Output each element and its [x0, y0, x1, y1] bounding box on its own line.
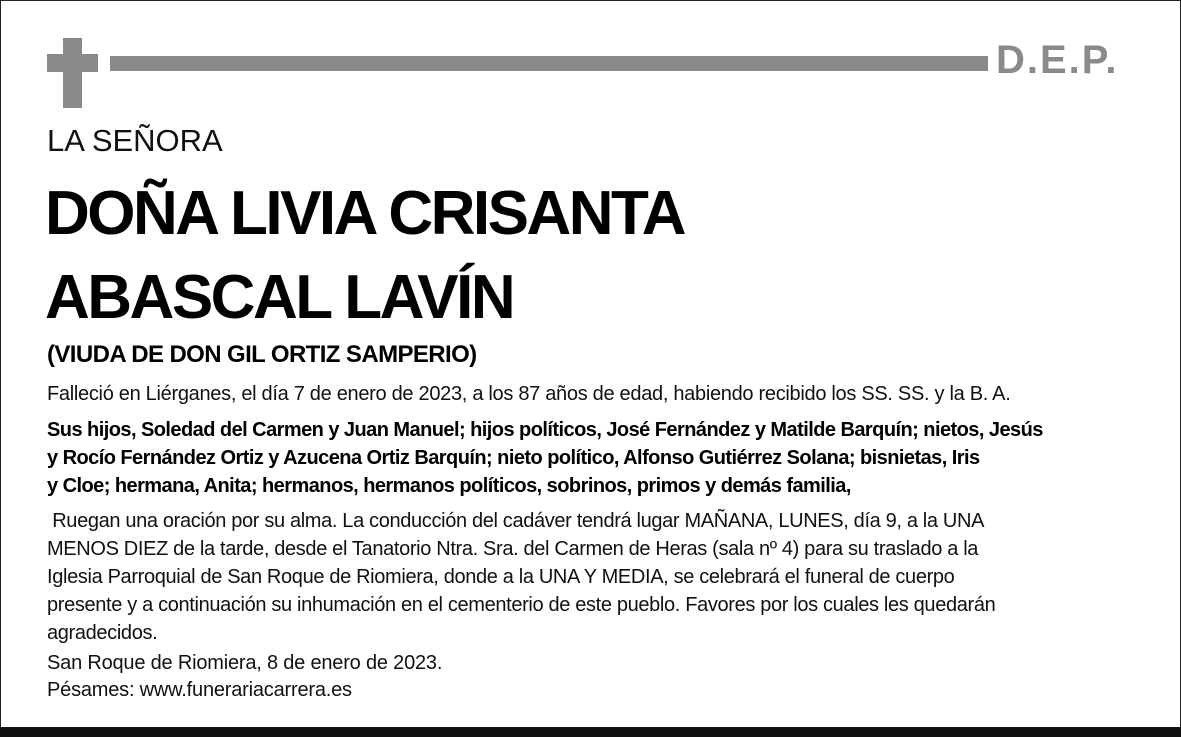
prayer-paragraph: [47, 507, 1137, 647]
deceased-name-line: ABASCAL LAVÍN: [45, 263, 514, 332]
family-line: Sus hijos, Soledad del Carmen y Juan Manuel; hijos políticos, José Fernández y Matilde Barquín; nietos, Jesús: [47, 419, 1043, 441]
deceased-name: [45, 172, 684, 340]
condolences-link[interactable]: Pésames: www.funerariacarrera.es: [47, 679, 352, 701]
intro-title: LA SEÑORA: [47, 123, 223, 158]
prayer-line: agradecidos.: [47, 622, 158, 644]
deceased-name-line: DOÑA LIVIA CRISANTA: [45, 179, 685, 248]
widow-of: (VIUDA DE DON GIL ORTIZ SAMPERIO): [47, 341, 477, 368]
header-rule: [110, 56, 988, 71]
cross-icon: [63, 38, 82, 108]
family-paragraph: [47, 416, 1137, 500]
family-line: y Cloe; hermana, Anita; hermanos, hermanos políticos, sobrinos, primos y demás familia,: [47, 475, 851, 497]
prayer-line: Iglesia Parroquial de San Roque de Riomiera, donde a la UNA Y MEDIA, se celebrará el funeral de cuerpo: [47, 566, 955, 588]
prayer-line: MENOS DIEZ de la tarde, desde el Tanatorio Ntra. Sra. del Carmen de Heras (sala nº 4) para su traslado a la: [47, 538, 979, 560]
place-date: San Roque de Riomiera, 8 de enero de 2023.: [47, 652, 443, 674]
death-notice: Falleció en Liérganes, el día 7 de enero de 2023, a los 87 años de edad, habiendo recibido los SS. SS. y la B. A.: [47, 383, 1011, 405]
cross-icon-crossbar: [47, 54, 98, 72]
bottom-border: [0, 727, 1181, 737]
prayer-line: Ruegan una oración por su alma. La conducción del cadáver tendrá lugar MAÑANA, LUNES, día 9, a la UNA: [47, 510, 985, 532]
family-line: y Rocío Fernández Ortiz y Azucena Ortiz Barquín; nieto político, Alfonso Gutiérrez Solana; bisnietas, Iris: [47, 447, 980, 469]
prayer-line: presente y a continuación su inhumación en el cementerio de este pueblo. Favores por los cuales les quedarán: [47, 594, 996, 616]
dep-label: D.E.P.: [996, 38, 1119, 82]
